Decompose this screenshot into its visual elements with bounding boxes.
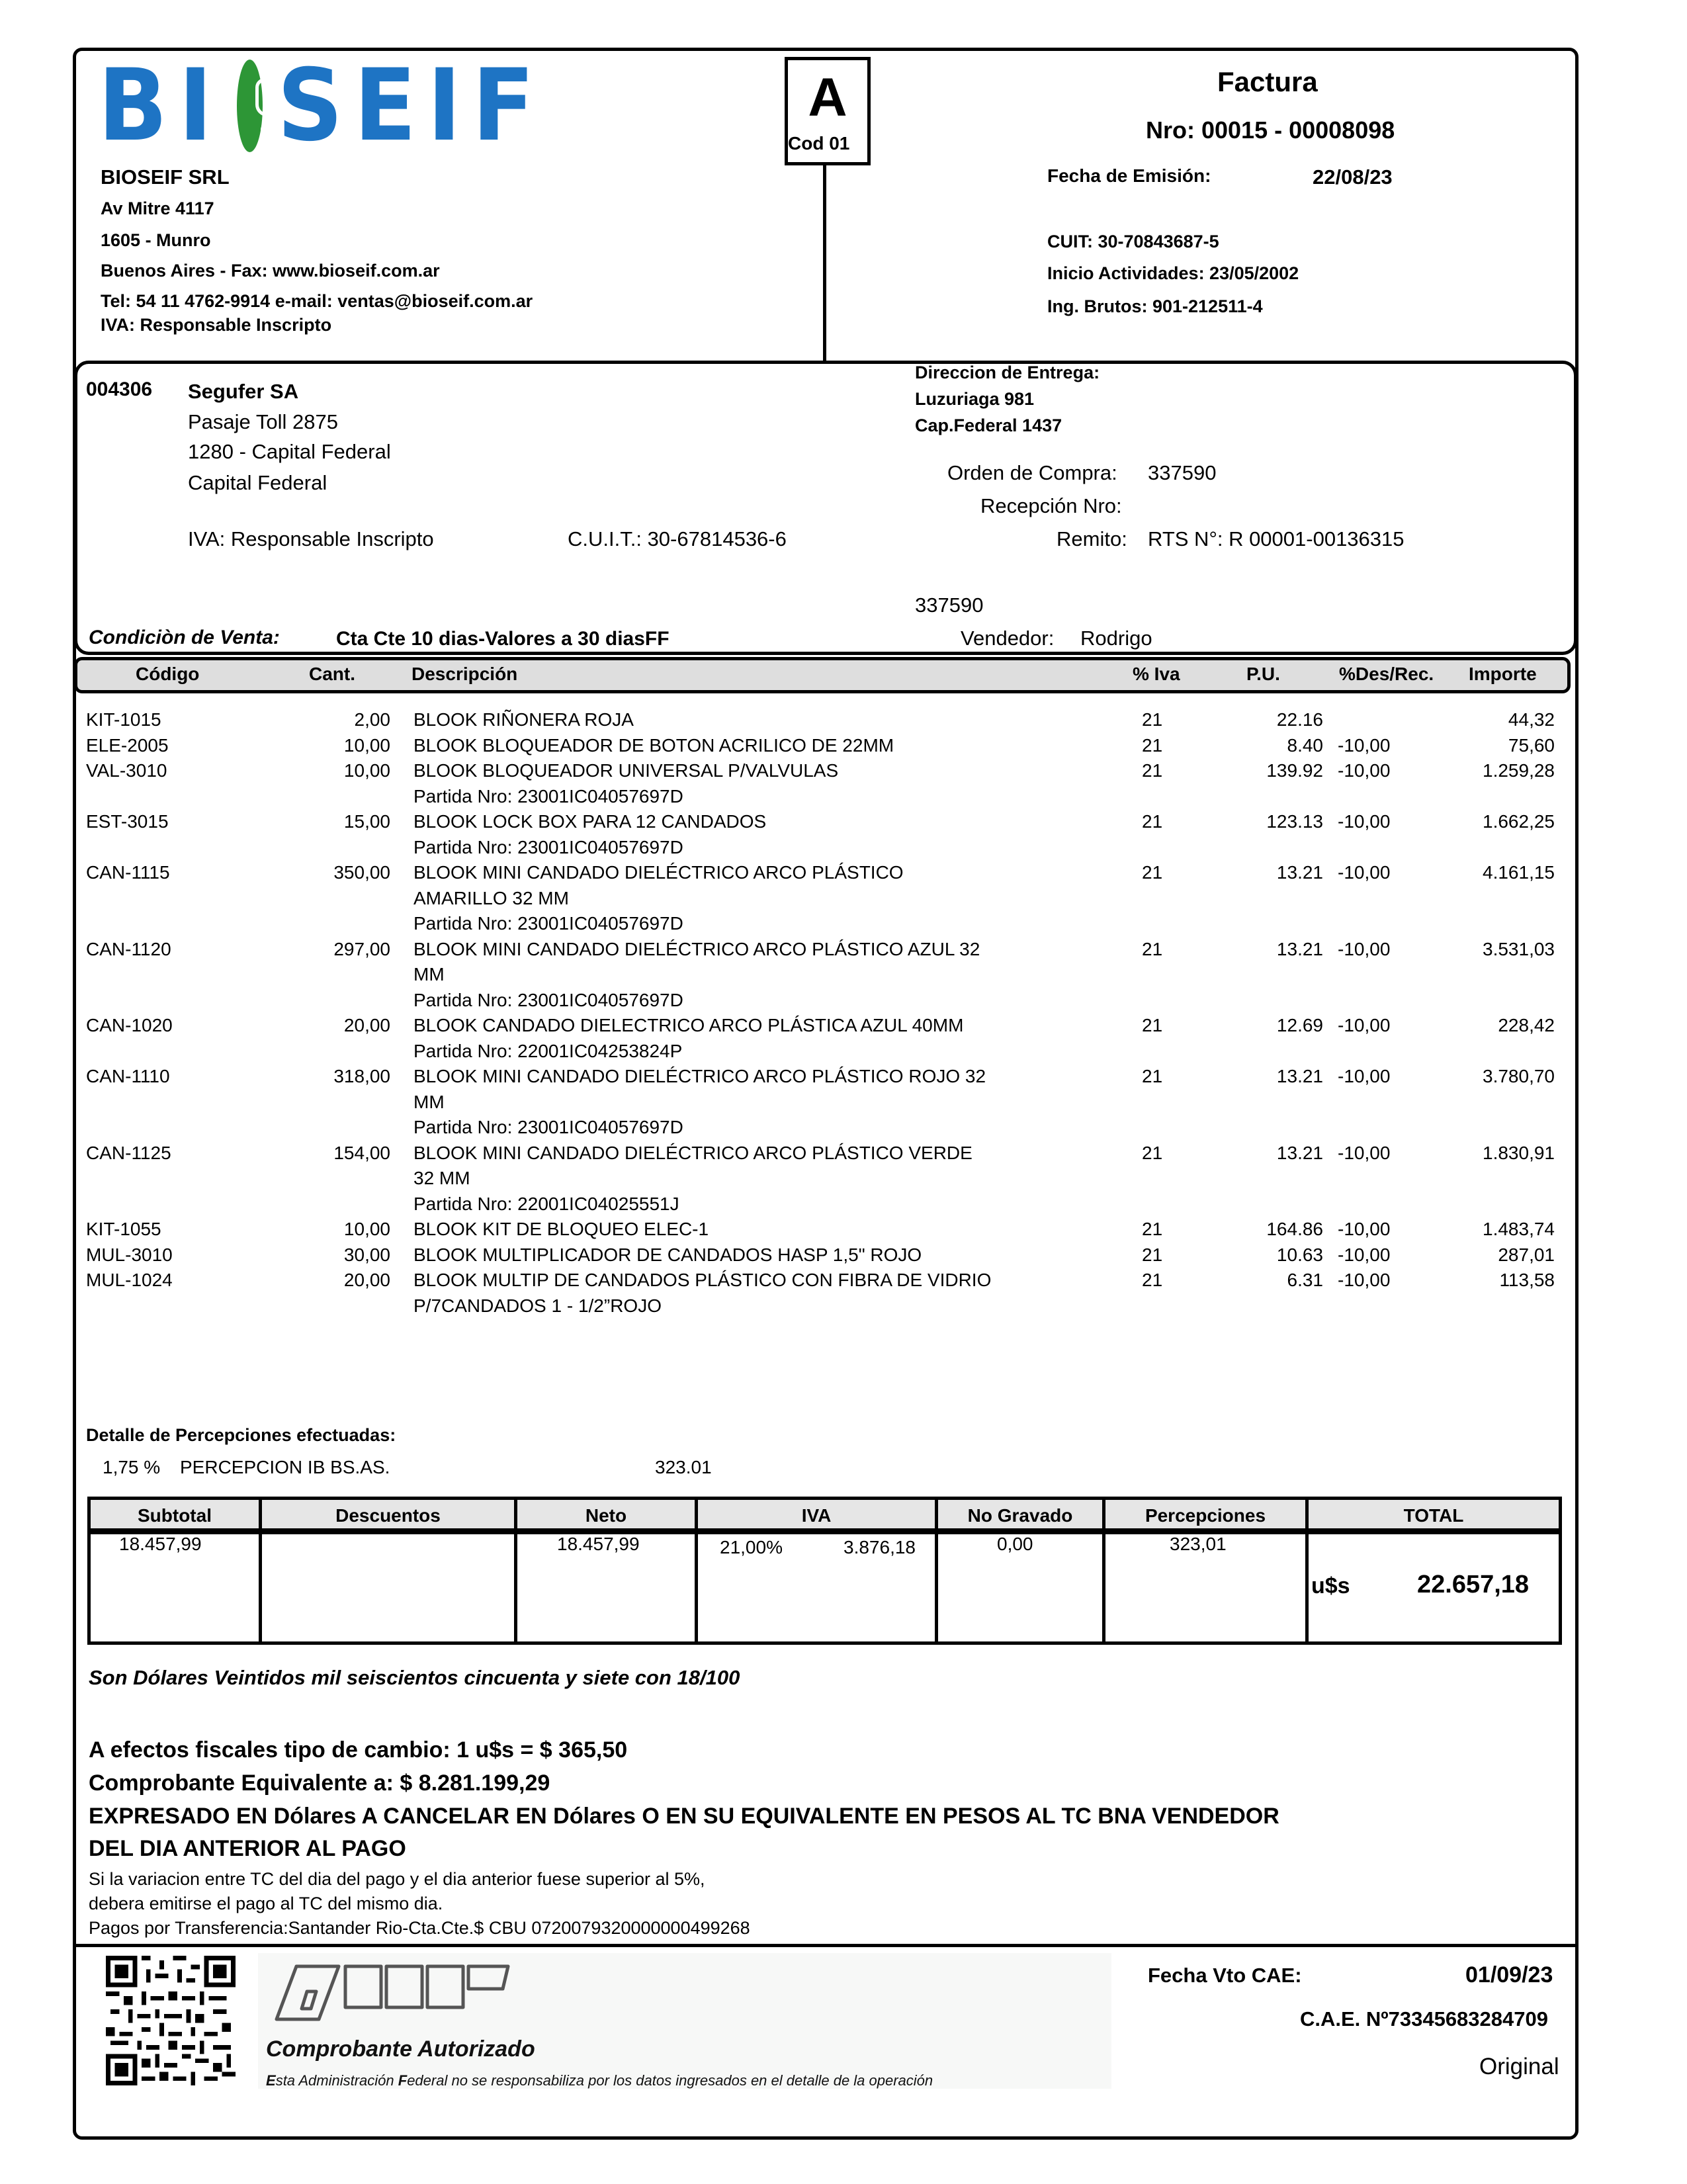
item-iva: 21 <box>1142 1219 1163 1239</box>
issuer-gross-income: Ing. Brutos: 901-212511-4 <box>1047 296 1263 316</box>
item-amount: 75,60 <box>1508 734 1555 756</box>
item-amount: 1.830,91 <box>1483 1142 1555 1163</box>
sale-condition-label: Condiciòn de Venta: <box>89 627 280 648</box>
issuer-name: BIOSEIF SRL <box>101 165 230 189</box>
issue-date-label: Fecha de Emisión: <box>1047 165 1211 186</box>
item-description-line: BLOOK RIÑONERA ROJA <box>413 709 634 730</box>
issue-date: 22/08/23 <box>1313 165 1393 189</box>
delivery-city: Cap.Federal 1437 <box>915 415 1062 435</box>
remito-label: Remito: <box>1057 527 1127 550</box>
exchange-rate-note: A efectos fiscales tipo de cambio: 1 u$s = $ 365,50 <box>89 1737 628 1763</box>
issuer-address: Av Mitre 4117 <box>101 198 214 218</box>
col-header-code: Código <box>136 664 200 684</box>
item-qty: 15,00 <box>343 811 390 832</box>
item-iva: 21 <box>1142 1270 1163 1290</box>
perceptions-title: Detalle de Percepciones efectuadas: <box>86 1425 396 1445</box>
issuer-iva: IVA: Responsable Inscripto <box>101 315 332 335</box>
item-description-line: BLOOK KIT DE BLOQUEO ELEC-1 <box>413 1219 709 1239</box>
seller-label: Vendedor: <box>961 627 1055 650</box>
issuer-contact: Tel: 54 11 4762-9914 e-mail: ventas@bioseif.com.ar <box>101 291 533 311</box>
totals-header-total: TOTAL <box>1305 1497 1562 1532</box>
totals-header-discounts: Descuentos <box>259 1497 517 1532</box>
total-value: 22.657,18 <box>1417 1571 1530 1598</box>
item-qty: 30,00 <box>343 1244 390 1265</box>
item-discount: -10,00 <box>1338 734 1391 756</box>
item-iva: 21 <box>1142 1244 1163 1265</box>
perceptions-value: 323,01 <box>1170 1534 1227 1554</box>
item-iva: 21 <box>1142 1015 1163 1035</box>
reception-label: Recepción Nro: <box>980 494 1122 517</box>
customer-name: Segufer SA <box>188 380 299 403</box>
document-type-title: Factura <box>1217 66 1318 97</box>
totals-header-not-taxed: No Gravado <box>935 1497 1105 1532</box>
remito-number: RTS N°: R 00001-00136315 <box>1148 527 1405 550</box>
item-unit-price: 13.21 <box>1276 1142 1323 1163</box>
item-code: CAN-1115 <box>86 862 170 883</box>
col-header-discount: %Des/Rec. <box>1339 664 1434 684</box>
item-unit-price: 13.21 <box>1276 862 1323 883</box>
qr-code-icon <box>106 1956 236 2085</box>
item-code: MUL-3010 <box>86 1244 173 1265</box>
item-description-line: MM <box>413 1091 445 1112</box>
item-amount: 113,58 <box>1499 1270 1555 1290</box>
item-iva: 21 <box>1142 938 1163 959</box>
item-code: MUL-1024 <box>86 1270 173 1290</box>
iva-amount: 3.876,18 <box>844 1537 916 1557</box>
iva-rate: 21,00% <box>720 1537 783 1557</box>
amount-in-words: Son Dólares Veintidos mil seiscientos cincuenta y siete con 18/100 <box>89 1666 740 1689</box>
item-qty: 2,00 <box>354 709 390 730</box>
item-description-line: BLOOK LOCK BOX PARA 12 CANDADOS <box>413 811 767 832</box>
net-value: 18.457,99 <box>557 1534 640 1554</box>
invoice-letter: A <box>808 67 847 128</box>
item-unit-price: 12.69 <box>1276 1015 1323 1035</box>
item-discount: -10,00 <box>1338 1066 1391 1086</box>
item-qty: 297,00 <box>333 938 390 959</box>
afip-disclaimer: Esta Administración Federal no se responsabiliza por los datos ingresados en el detalle de la operación <box>266 2072 933 2089</box>
item-description-line: 32 MM <box>413 1168 470 1188</box>
delivery-address: Luzuriaga 981 <box>915 389 1035 409</box>
item-code: CAN-1110 <box>86 1066 170 1086</box>
item-amount: 1.483,74 <box>1483 1219 1555 1239</box>
not-taxed-value: 0,00 <box>997 1534 1033 1554</box>
issuer-cuit: CUIT: 30-70843687-5 <box>1047 232 1219 251</box>
item-qty: 10,00 <box>343 734 390 756</box>
item-iva: 21 <box>1142 709 1163 730</box>
variation-note-line2: debera emitirse el pago al TC del mismo dia. <box>89 1894 443 1913</box>
col-header-iva: % Iva <box>1133 664 1180 684</box>
afip-authorization-panel <box>258 1953 1111 2089</box>
customer-code: 004306 <box>86 378 153 400</box>
item-iva: 21 <box>1142 734 1163 756</box>
perception-rate: 1,75 % <box>103 1457 161 1477</box>
item-description-line: Partida Nro: 23001IC04057697D <box>413 913 683 934</box>
item-amount: 3.780,70 <box>1483 1066 1555 1086</box>
totals-header-net: Neto <box>514 1497 698 1532</box>
item-code: CAN-1020 <box>86 1015 173 1035</box>
item-description-line: BLOOK MINI CANDADO DIELÉCTRICO ARCO PLÁSTICO AZUL 32 <box>413 938 980 959</box>
sale-condition: Cta Cte 10 dias-Valores a 30 diasFF <box>336 628 670 650</box>
item-qty: 20,00 <box>343 1015 390 1035</box>
item-qty: 154,00 <box>333 1142 390 1163</box>
item-code: KIT-1055 <box>86 1219 161 1239</box>
item-discount: -10,00 <box>1338 862 1391 883</box>
item-amount: 287,01 <box>1498 1244 1555 1265</box>
purchase-order: 337590 <box>1148 461 1217 484</box>
item-iva: 21 <box>1142 1066 1163 1086</box>
item-description-line: BLOOK MINI CANDADO DIELÉCTRICO ARCO PLÁSTICO ROJO 32 <box>413 1066 986 1086</box>
item-discount: -10,00 <box>1338 1270 1391 1290</box>
item-discount: -10,00 <box>1338 760 1391 781</box>
item-description-line: BLOOK CANDADO DIELECTRICO ARCO PLÁSTICA AZUL 40MM <box>413 1015 964 1035</box>
totals-cell-discounts <box>259 1528 517 1645</box>
item-discount: -10,00 <box>1338 1219 1391 1239</box>
item-iva: 21 <box>1142 760 1163 781</box>
item-amount: 1.259,28 <box>1483 760 1555 781</box>
item-description-line: BLOOK MULTIPLICADOR DE CANDADOS HASP 1,5" ROJO <box>413 1244 922 1265</box>
item-description-line: P/7CANDADOS 1 - 1/2”ROJO <box>413 1295 662 1316</box>
item-discount: -10,00 <box>1338 1015 1391 1035</box>
bioseif-logo <box>98 48 569 163</box>
item-description-line: Partida Nro: 23001IC04057697D <box>413 836 683 857</box>
item-code: CAN-1125 <box>86 1142 171 1163</box>
item-unit-price: 13.21 <box>1276 1066 1323 1086</box>
cae-due-label: Fecha Vto CAE: <box>1148 1964 1302 1987</box>
item-description-line: BLOOK MINI CANDADO DIELÉCTRICO ARCO PLÁSTICO VERDE <box>413 1142 973 1163</box>
gas-mask-icon <box>237 60 263 152</box>
item-iva: 21 <box>1142 811 1163 832</box>
document-number: Nro: 00015 - 00008098 <box>1146 116 1395 144</box>
currency-statement-line2: DEL DIA ANTERIOR AL PAGO <box>89 1836 406 1861</box>
item-iva: 21 <box>1142 1142 1163 1163</box>
customer-cuit: C.U.I.T.: 30-67814536-6 <box>568 527 787 550</box>
item-qty: 20,00 <box>343 1270 390 1290</box>
afip-logo-icon <box>273 1962 511 2023</box>
item-unit-price: 6.31 <box>1287 1270 1323 1290</box>
customer-box <box>74 361 1577 655</box>
item-qty: 318,00 <box>333 1066 390 1086</box>
item-description-line: BLOOK BLOQUEADOR UNIVERSAL P/VALVULAS <box>413 760 839 781</box>
currency-statement-line1: EXPRESADO EN Dólares A CANCELAR EN Dólares O EN SU EQUIVALENTE EN PESOS AL TC BNA VENDEDOR <box>89 1804 1279 1829</box>
purchase-order-label: Orden de Compra: <box>947 461 1117 484</box>
item-unit-price: 123.13 <box>1266 811 1323 832</box>
invoice-code: Cod 01 <box>788 133 850 153</box>
invoice-letter-box <box>785 57 871 165</box>
customer-iva: IVA: Responsable Inscripto <box>188 527 434 550</box>
footer-divider <box>74 1944 1577 1947</box>
item-description-line: Partida Nro: 23001IC04057697D <box>413 989 683 1010</box>
totals-header-subtotal: Subtotal <box>87 1497 262 1532</box>
col-header-unit-price: P.U. <box>1246 664 1280 684</box>
logo-text-right: SEIF <box>277 48 546 163</box>
item-description-line: MM <box>413 964 445 984</box>
subtotal-value: 18.457,99 <box>119 1534 202 1554</box>
delivery-label: Direccion de Entrega: <box>915 363 1100 382</box>
cae-number: C.A.E. Nº73345683284709 <box>1300 2007 1548 2031</box>
extra-reference: 337590 <box>915 593 984 617</box>
perception-amount: 323.01 <box>655 1457 712 1477</box>
item-qty: 350,00 <box>333 862 390 883</box>
item-unit-price: 164.86 <box>1266 1219 1323 1239</box>
issuer-start-activities: Inicio Actividades: 23/05/2002 <box>1047 263 1299 283</box>
item-unit-price: 8.40 <box>1287 734 1323 756</box>
total-currency: u$s <box>1311 1573 1350 1598</box>
col-header-qty: Cant. <box>309 664 355 684</box>
equivalent-amount: Comprobante Equivalente a: $ 8.281.199,29 <box>89 1770 550 1796</box>
item-code: KIT-1015 <box>86 709 161 730</box>
item-description-line: BLOOK MULTIP DE CANDADOS PLÁSTICO CON FIBRA DE VIDRIO <box>413 1270 992 1290</box>
seller-name: Rodrigo <box>1080 627 1152 650</box>
item-amount: 3.531,03 <box>1483 938 1555 959</box>
customer-province: Capital Federal <box>188 471 327 494</box>
item-unit-price: 13.21 <box>1276 938 1323 959</box>
item-unit-price: 139.92 <box>1266 760 1323 781</box>
customer-city: 1280 - Capital Federal <box>188 440 391 463</box>
item-amount: 228,42 <box>1498 1015 1555 1035</box>
item-discount: -10,00 <box>1338 1142 1391 1163</box>
col-header-description: Descripción <box>411 664 518 684</box>
item-description-line: BLOOK BLOQUEADOR DE BOTON ACRILICO DE 22MM <box>413 734 894 756</box>
item-unit-price: 10.63 <box>1276 1244 1323 1265</box>
item-description-line: AMARILLO 32 MM <box>413 887 569 908</box>
item-discount: -10,00 <box>1338 938 1391 959</box>
logo-text-left: BI <box>98 48 224 163</box>
item-description-line: Partida Nro: 22001IC04025551J <box>413 1193 679 1214</box>
header-divider <box>823 165 826 361</box>
col-header-amount: Importe <box>1469 664 1537 684</box>
issuer-city: 1605 - Munro <box>101 230 211 250</box>
cae-due-date: 01/09/23 <box>1465 1962 1553 1987</box>
item-amount: 44,32 <box>1508 709 1555 730</box>
perception-name: PERCEPCION IB BS.AS. <box>180 1457 390 1477</box>
item-code: EST-3015 <box>86 811 169 832</box>
issuer-province-fax: Buenos Aires - Fax: www.bioseif.com.ar <box>101 261 440 281</box>
item-amount: 4.161,15 <box>1483 862 1555 883</box>
copy-label: Original <box>1479 2054 1559 2079</box>
item-description-line: BLOOK MINI CANDADO DIELÉCTRICO ARCO PLÁSTICO <box>413 862 904 883</box>
item-amount: 1.662,25 <box>1483 811 1555 832</box>
item-code: CAN-1120 <box>86 938 171 959</box>
totals-header-iva: IVA <box>695 1497 938 1532</box>
item-description-line: Partida Nro: 22001IC04253824P <box>413 1040 683 1061</box>
item-iva: 21 <box>1142 862 1163 883</box>
item-code: ELE-2005 <box>86 734 169 756</box>
item-qty: 10,00 <box>343 760 390 781</box>
item-discount: -10,00 <box>1338 811 1391 832</box>
afip-authorized-label: Comprobante Autorizado <box>266 2036 535 2062</box>
totals-header-perceptions: Percepciones <box>1102 1497 1309 1532</box>
customer-address: Pasaje Toll 2875 <box>188 410 338 433</box>
item-qty: 10,00 <box>343 1219 390 1239</box>
variation-note-line1: Si la variacion entre TC del dia del pago y el dia anterior fuese superior al 5%, <box>89 1869 705 1889</box>
item-description-line: Partida Nro: 23001IC04057697D <box>413 1117 683 1137</box>
item-code: VAL-3010 <box>86 760 167 781</box>
bank-transfer-info: Pagos por Transferencia:Santander Rio-Cta.Cte.$ CBU 0720079320000000499268 <box>89 1918 750 1938</box>
item-description-line: Partida Nro: 23001IC04057697D <box>413 785 683 807</box>
item-unit-price: 22.16 <box>1276 709 1323 730</box>
item-discount: -10,00 <box>1338 1244 1391 1265</box>
